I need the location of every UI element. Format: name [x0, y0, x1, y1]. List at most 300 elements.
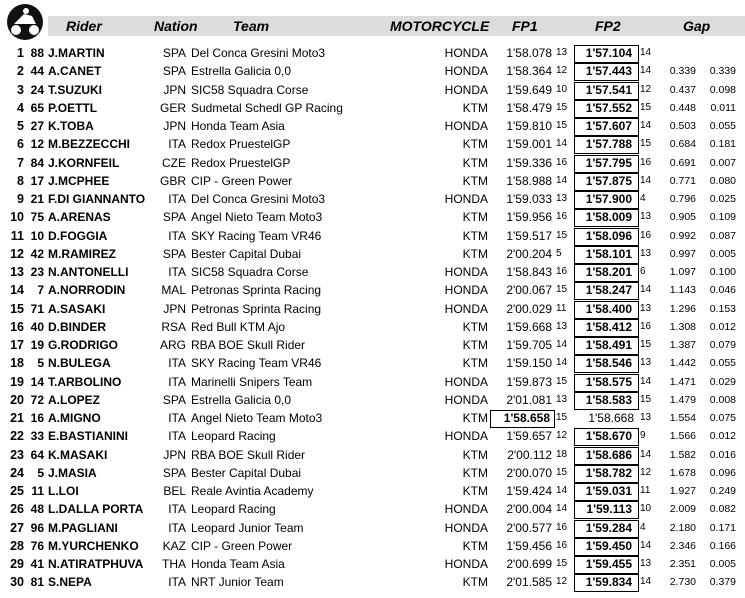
gap-to-first: 0.691 [669, 156, 696, 169]
fp2-lap: 14 [640, 47, 652, 58]
gap-to-first: 0.448 [669, 101, 696, 114]
gap-to-previous: 0.016 [709, 448, 736, 461]
gap-to-previous: 0.082 [709, 503, 736, 516]
motorcycle: KTM [462, 228, 488, 243]
motorcycle: HONDA [444, 557, 488, 571]
fp1-time: 1'59.336 [506, 155, 552, 170]
fp2-lap: 4 [640, 521, 646, 533]
position: 14 [10, 283, 24, 298]
fp1-lap: 12 [556, 65, 568, 77]
table-row [0, 410, 745, 428]
rider-name: M.YURCHENKO [48, 538, 139, 553]
team-name: Petronas Sprinta Racing [191, 301, 322, 316]
table-row [0, 82, 745, 100]
rider-name: A.ARENAS [48, 210, 111, 225]
fp2-time: 1'58.782 [585, 465, 632, 480]
rider-name: A.LOPEZ [48, 392, 101, 407]
nation: JPN [163, 447, 186, 462]
fp1-lap: 14 [556, 357, 568, 369]
nation: ITA [168, 228, 186, 243]
team-name: Honda Team Asia [191, 557, 285, 571]
header-nation: Nation [154, 18, 198, 34]
fp1-time: 1'59.649 [506, 82, 552, 97]
fp2-lap: 11 [640, 485, 651, 496]
nation: ITA [168, 520, 186, 535]
rider-name: M.PAGLIANI [48, 520, 118, 535]
gap-to-previous: 0.087 [709, 229, 736, 242]
nation: MAL [161, 283, 186, 298]
nation: ARG [159, 338, 186, 352]
team-name: Angel Nieto Team Moto3 [191, 210, 323, 225]
gap-to-first: 0.771 [669, 174, 696, 187]
fp2-time: 1'57.443 [585, 64, 632, 79]
position: 16 [10, 319, 24, 334]
fp1-time: 1'59.956 [506, 210, 552, 225]
nation: ITA [168, 137, 186, 152]
fp2-time: 1'58.583 [585, 392, 632, 407]
gap-to-previous: 0.029 [709, 375, 736, 388]
header-gap: Gap [683, 18, 711, 34]
position: 25 [10, 484, 24, 498]
motorcycle: KTM [462, 538, 488, 553]
rider-number: 17 [30, 173, 44, 188]
motorcycle: KTM [462, 447, 488, 462]
rider-number: 11 [31, 484, 44, 498]
nation: JPN [163, 119, 186, 133]
rider-name: A.MIGNO [48, 411, 101, 425]
position: 6 [17, 137, 24, 152]
rider-name: A.NORRODIN [48, 283, 126, 298]
header-rider: Rider [66, 18, 102, 34]
rider-name: J.KORNFEIL [48, 155, 120, 170]
motorcycle: HONDA [444, 392, 488, 407]
fp1-time: 2'00.699 [506, 557, 552, 571]
fp1-time: 1'58.479 [506, 100, 552, 115]
nation: ITA [168, 192, 186, 206]
fp2-time: 1'59.834 [585, 575, 632, 590]
gap-to-previous: 0.012 [709, 320, 736, 333]
fp2-time: 1'58.201 [585, 265, 632, 279]
nation: SPA [162, 46, 186, 60]
rider-name: K.MASAKI [48, 447, 108, 462]
table-row [0, 173, 745, 191]
fp1-lap: 15 [556, 558, 568, 569]
motorcycle: KTM [462, 575, 488, 590]
fp2-time: 1'59.450 [585, 538, 632, 553]
rider-number: 23 [30, 265, 44, 279]
fp2-time: 1'59.113 [586, 502, 632, 517]
fp2-time: 1'58.546 [585, 356, 632, 371]
fp1-lap: 14 [556, 485, 568, 496]
team-name: Leopard Junior Team [191, 520, 304, 535]
rider-name: K.TOBA [48, 119, 94, 133]
team-name: RBA BOE Skull Rider [191, 338, 306, 352]
team-name: Leopard Racing [191, 429, 276, 444]
fp1-lap: 12 [556, 576, 568, 588]
motorcycle: HONDA [444, 520, 488, 535]
table-row [0, 374, 745, 392]
gap-to-first: 1.442 [669, 357, 696, 370]
motorcycle: KTM [462, 411, 488, 425]
fp2-lap: 14 [640, 120, 652, 131]
gap-to-first: 1.387 [669, 339, 696, 351]
team-name: Estrella Galicia 0,0 [191, 392, 292, 407]
fp1-time: 2'00.004 [506, 502, 552, 517]
fp2-time: 1'57.607 [585, 119, 632, 133]
motorcycle: HONDA [444, 374, 488, 389]
nation: ITA [168, 502, 186, 517]
fp2-time: 1'57.900 [585, 192, 632, 206]
position: 29 [10, 557, 24, 571]
table-row [0, 501, 745, 519]
fp2-time: 1'58.668 [588, 411, 634, 425]
fp2-lap: 10 [640, 503, 652, 515]
fp2-lap: 13 [640, 211, 652, 223]
fp1-lap: 12 [556, 430, 568, 442]
gap-to-previous: 0.007 [709, 156, 736, 169]
nation: SPA [162, 210, 186, 225]
position: 11 [10, 228, 24, 243]
fp1-lap: 11 [556, 302, 567, 314]
gap-to-previous: 0.055 [709, 120, 736, 132]
rider-name: D.FOGGIA [48, 228, 108, 243]
fp1-time: 1'59.424 [506, 484, 552, 498]
fp2-lap: 13 [640, 558, 652, 569]
fp1-lap: 13 [556, 320, 568, 332]
team-name: Redox PruestelGP [191, 137, 291, 152]
rider-name: L.LOI [48, 484, 79, 498]
fp1-lap: 15 [556, 284, 568, 296]
position: 28 [10, 538, 24, 553]
rider-name: A.SASAKI [48, 301, 106, 316]
nation: SPA [162, 246, 186, 261]
gap-to-previous: 0.005 [709, 558, 736, 570]
fp1-time: 2'00.067 [506, 283, 552, 298]
gap-to-first: 1.566 [669, 430, 696, 443]
fp2-lap: 13 [640, 302, 652, 314]
gap-to-first: 2.730 [669, 576, 696, 589]
header-motorcycle: MOTORCYCLE [390, 18, 490, 34]
gap-to-first: 0.339 [669, 65, 696, 78]
motorcycle: KTM [462, 173, 488, 188]
rider-name: N.ANTONELLI [48, 265, 129, 279]
fp2-time: 1'57.552 [585, 100, 632, 115]
position: 1 [17, 46, 24, 60]
nation: GER [159, 100, 186, 115]
fp1-time: 1'59.517 [506, 228, 552, 243]
motorcycle: KTM [462, 465, 488, 480]
gap-to-first: 1.554 [669, 412, 696, 424]
position: 4 [17, 100, 24, 115]
rider-number: 48 [30, 502, 44, 517]
fp1-lap: 16 [556, 539, 568, 551]
motorcycle: HONDA [444, 301, 488, 316]
rider-number: 14 [30, 374, 44, 389]
rider-number: 65 [30, 100, 44, 115]
fp1-lap: 15 [556, 412, 568, 423]
nation: ITA [168, 411, 186, 425]
nation: ITA [168, 265, 186, 279]
fp2-lap: 14 [640, 174, 652, 186]
rider-name: G.RODRIGO [48, 338, 119, 352]
position: 7 [17, 155, 24, 170]
team-name: SKY Racing Team VR46 [191, 228, 322, 243]
gap-to-first: 0.997 [669, 247, 696, 260]
team-name: SKY Racing Team VR46 [191, 356, 322, 371]
rider-name: T.SUZUKI [48, 82, 102, 97]
nation: ITA [168, 429, 186, 444]
nation: ITA [168, 374, 186, 389]
motorcycle: HONDA [444, 502, 488, 517]
gap-to-first: 1.097 [669, 266, 696, 278]
fp1-lap: 13 [556, 193, 568, 204]
rider-number: 5 [37, 356, 44, 371]
position: 24 [10, 465, 24, 480]
fp2-lap: 14 [640, 539, 652, 551]
fp2-lap: 16 [640, 320, 652, 332]
fp2-time: 1'57.104 [585, 46, 632, 60]
fp1-lap: 13 [556, 393, 568, 405]
gap-to-first: 0.796 [669, 193, 696, 205]
table-header [0, 0, 745, 44]
fp1-lap: 16 [556, 211, 568, 223]
fp2-lap: 15 [640, 138, 652, 150]
table-row [0, 209, 745, 227]
team-name: Angel Nieto Team Moto3 [191, 411, 323, 425]
fp1-lap: 15 [556, 101, 568, 113]
position: 27 [10, 520, 24, 535]
gap-to-previous: 0.181 [709, 138, 736, 151]
rider-name: E.BASTIANINI [48, 429, 129, 444]
gap-to-previous: 0.011 [710, 101, 736, 114]
fp2-time: 1'58.670 [585, 429, 632, 444]
fp1-time: 1'59.456 [506, 538, 552, 553]
gap-to-previous: 0.080 [709, 174, 736, 187]
team-name: Petronas Sprinta Racing [191, 283, 322, 298]
motorcycle: KTM [462, 246, 488, 261]
fp2-lap: 13 [640, 357, 652, 369]
table-row [0, 45, 745, 63]
fp1-time: 1'59.150 [506, 356, 552, 371]
fp2-lap: 14 [640, 375, 652, 387]
position: 20 [10, 392, 24, 407]
fp1-time: 1'58.843 [506, 265, 552, 279]
fp2-time: 1'59.284 [585, 520, 632, 535]
position: 26 [10, 502, 24, 517]
header-fp2: FP2 [595, 18, 621, 34]
gap-to-first: 0.503 [669, 120, 696, 132]
nation: BEL [163, 484, 186, 498]
position: 2 [17, 64, 24, 79]
gap-to-first: 0.437 [669, 83, 696, 96]
fp1-time: 1'58.658 [503, 411, 550, 425]
team-name: Reale Avintia Academy [191, 484, 314, 498]
rider-number: 7 [37, 283, 44, 298]
fp1-lap: 15 [556, 466, 568, 478]
fp1-time: 2'00.029 [506, 301, 552, 316]
team-name: Del Conca Gresini Moto3 [191, 46, 326, 60]
position: 15 [10, 301, 24, 316]
rider-number: 33 [30, 429, 44, 444]
team-name: CIP - Green Power [191, 538, 293, 553]
rider-number: 72 [30, 392, 44, 407]
table-row [0, 228, 745, 246]
header-fp1: FP1 [512, 18, 538, 34]
fp1-lap: 13 [556, 47, 568, 58]
table-row [0, 100, 745, 118]
table-row [0, 264, 745, 282]
table-row [0, 246, 745, 264]
fp2-lap: 16 [640, 229, 652, 241]
position: 8 [17, 173, 24, 188]
gap-to-previous: 0.046 [709, 284, 736, 297]
team-name: SIC58 Squadra Corse [191, 265, 309, 279]
rider-number: 81 [30, 575, 44, 590]
fp1-lap: 15 [556, 229, 568, 241]
motorcycle: KTM [462, 319, 488, 334]
motorcycle: KTM [462, 356, 488, 371]
fp1-lap: 5 [556, 247, 562, 259]
fp2-lap: 16 [640, 156, 652, 168]
fp2-time: 1'59.031 [585, 484, 632, 498]
fp1-time: 1'59.668 [506, 319, 552, 334]
gap-to-previous: 0.249 [709, 485, 736, 497]
team-name: Estrella Galicia 0,0 [191, 64, 292, 79]
team-name: Bester Capital Dubai [191, 465, 302, 480]
nation: SPA [162, 465, 186, 480]
rider-number: 88 [30, 46, 44, 60]
nation: JPN [163, 82, 186, 97]
nation: SPA [162, 392, 186, 407]
position: 17 [10, 338, 24, 352]
fp1-time: 1'58.364 [506, 64, 552, 79]
rider-name: M.BEZZECCHI [48, 137, 130, 152]
rider-name: M.RAMIREZ [48, 246, 116, 261]
rider-number: 76 [30, 538, 44, 553]
gap-to-previous: 0.075 [709, 412, 736, 424]
fp1-time: 2'00.204 [506, 246, 552, 261]
fp1-lap: 14 [556, 503, 568, 515]
team-name: CIP - Green Power [191, 173, 293, 188]
fp1-time: 1'59.705 [506, 338, 552, 352]
gap-to-previous: 0.166 [709, 539, 736, 552]
fp2-time: 1'57.788 [585, 137, 632, 152]
gap-to-first: 1.308 [669, 320, 696, 333]
rider-name: L.DALLA PORTA [48, 502, 144, 517]
position: 13 [10, 265, 24, 279]
fp1-lap: 15 [556, 375, 568, 387]
rider-number: 24 [30, 82, 44, 97]
rider-name: J.MARTIN [48, 46, 105, 60]
rider-number: 41 [30, 557, 44, 571]
rider-name: F.DI GIANNANTO [48, 192, 146, 206]
table-row [0, 447, 745, 465]
fp2-lap: 4 [640, 193, 646, 204]
gap-to-first: 2.346 [669, 539, 696, 552]
table-row [0, 118, 745, 136]
fp2-time: 1'58.096 [585, 228, 632, 243]
rider-number: 96 [30, 520, 44, 535]
fp1-lap: 14 [556, 138, 568, 150]
rider-number: 40 [30, 319, 44, 334]
fp2-time: 1'58.686 [585, 447, 632, 462]
team-name: Bester Capital Dubai [191, 246, 302, 261]
fp2-time: 1'59.455 [585, 557, 632, 571]
fp1-lap: 10 [556, 83, 568, 95]
table-row [0, 392, 745, 410]
fp2-time: 1'58.575 [585, 374, 632, 389]
table-row [0, 556, 745, 574]
team-name: Honda Team Asia [191, 119, 285, 133]
motorcycle-rider-icon [2, 2, 48, 42]
team-name: Del Conca Gresini Moto3 [191, 192, 326, 206]
fp1-lap: 16 [556, 266, 568, 277]
fp2-lap: 9 [640, 430, 646, 442]
motorcycle: HONDA [444, 283, 488, 298]
rider-number: 64 [30, 447, 44, 462]
fp1-time: 1'59.657 [506, 429, 552, 444]
team-name: RBA BOE Skull Rider [191, 447, 306, 462]
gap-to-first: 1.296 [669, 302, 696, 315]
fp2-time: 1'58.491 [585, 338, 632, 352]
nation: JPN [163, 301, 186, 316]
table-row [0, 465, 745, 483]
nation: THA [162, 557, 186, 571]
rider-name: J.MASIA [48, 465, 97, 480]
fp2-time: 1'58.009 [585, 210, 632, 225]
motorcycle: HONDA [444, 429, 488, 444]
fp2-time: 1'58.101 [585, 246, 632, 261]
fp2-lap: 13 [640, 247, 652, 259]
fp2-lap: 6 [640, 266, 646, 277]
position: 9 [17, 192, 24, 206]
table-row [0, 337, 745, 355]
fp1-time: 2'00.112 [507, 447, 552, 462]
table-row [0, 574, 745, 592]
rider-name: N.BULEGA [48, 356, 111, 371]
fp2-lap: 15 [640, 393, 652, 405]
position: 5 [17, 119, 24, 133]
nation: KAZ [162, 538, 186, 553]
gap-to-previous: 0.379 [709, 576, 736, 589]
gap-to-previous: 0.098 [709, 83, 736, 96]
motorcycle: HONDA [444, 192, 488, 206]
position: 21 [10, 411, 24, 425]
rider-number: 5 [37, 465, 44, 480]
gap-to-previous: 0.005 [709, 247, 736, 260]
rider-name: D.BINDER [48, 319, 107, 334]
gap-to-first: 2.351 [669, 558, 696, 570]
header-team: Team [233, 18, 270, 34]
gap-to-previous: 0.079 [709, 339, 736, 351]
rider-name: N.ATIRATPHUVA [48, 557, 144, 571]
fp1-lap: 14 [556, 339, 568, 350]
rider-name: P.OETTL [48, 100, 98, 115]
team-name: Redox PruestelGP [191, 155, 291, 170]
gap-to-previous: 0.109 [709, 211, 736, 224]
gap-to-previous: 0.012 [709, 430, 736, 443]
fp1-time: 1'58.988 [506, 173, 552, 188]
fp1-lap: 16 [556, 156, 568, 168]
position: 19 [10, 374, 24, 389]
motorcycle: KTM [462, 210, 488, 225]
rider-number: 84 [30, 155, 44, 170]
position: 23 [10, 447, 24, 462]
rider-name: A.CANET [48, 64, 102, 79]
team-name: Marinelli Snipers Team [191, 374, 313, 389]
fp1-time: 1'59.810 [506, 119, 552, 133]
rider-number: 16 [30, 411, 44, 425]
